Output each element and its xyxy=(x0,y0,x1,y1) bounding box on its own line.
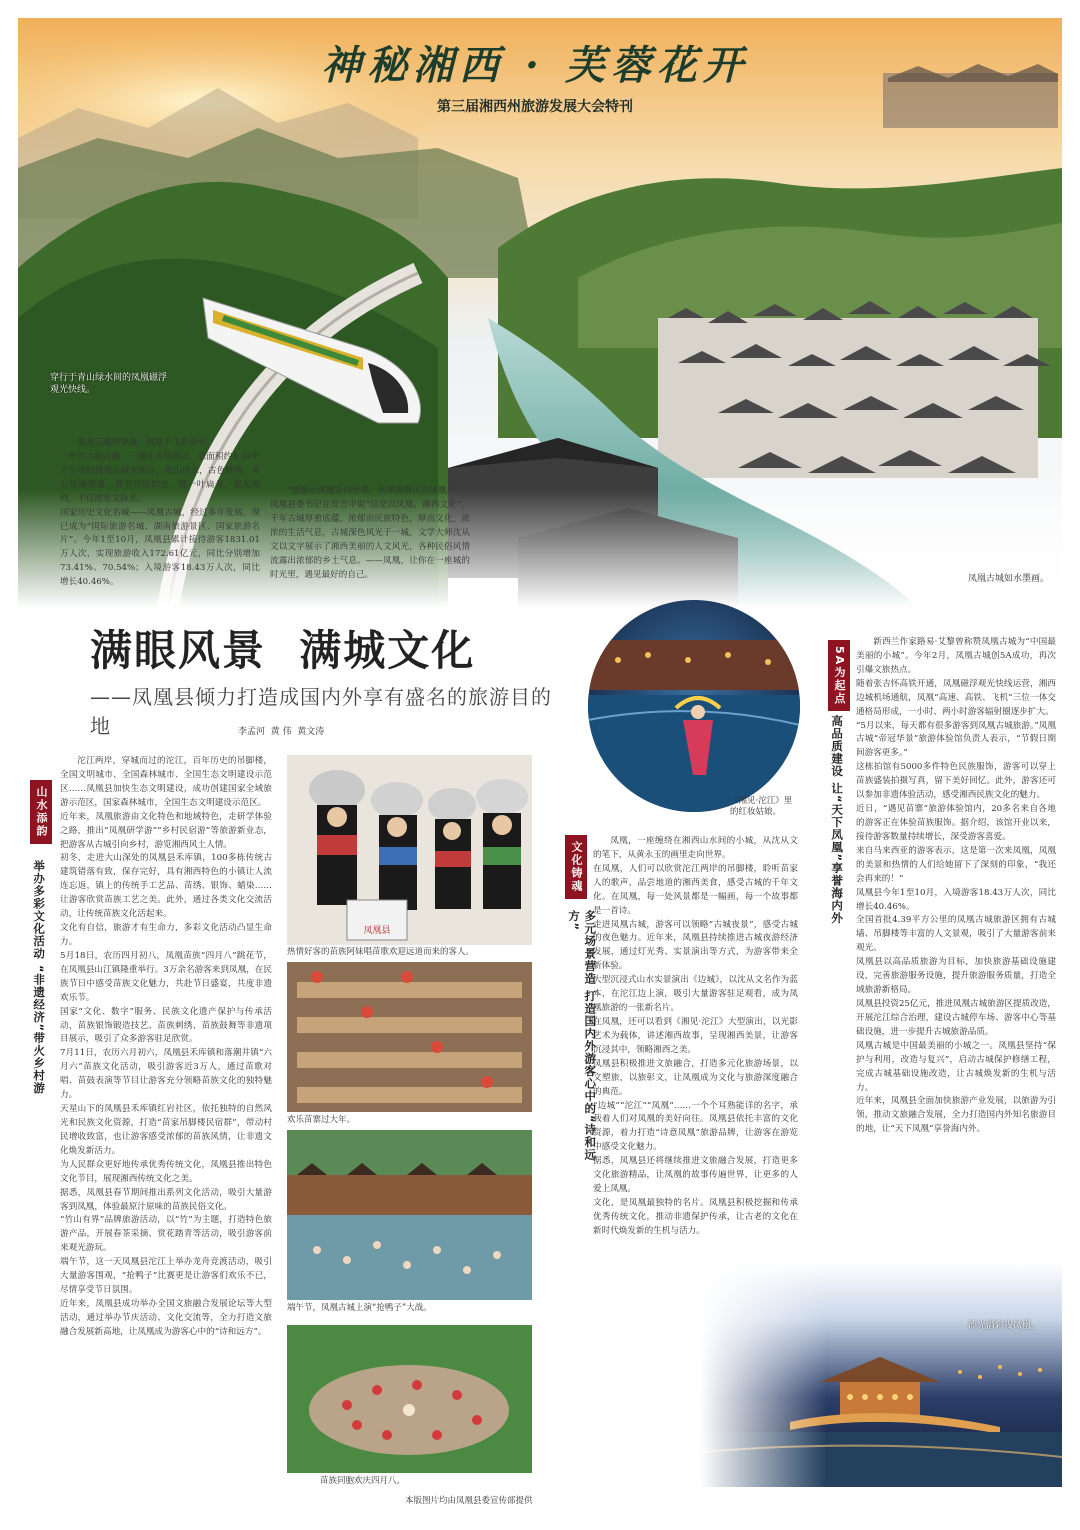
night-circle-photo xyxy=(588,600,800,812)
sign-label: 凤凰县 xyxy=(363,926,391,936)
section-subhead-left: 举办多彩文化活动 “非遗经济”带火乡村游 xyxy=(32,860,47,1095)
calligraphy-title: 神秘湘西 · 芙蓉花开 xyxy=(321,42,749,89)
section-text-middle: 凤凰，一座缠绕在湘西山水间的小城，从沈从文的笔下，从黄永玉的画里走向世界。 在凤凰，人们可以欣赏沱江两岸的吊脚楼，聆听苗家人的歌声，品尝地道的湘西美食，感受古城的千年文化。在凤凰，每一处风景都是一幅画，每一个故事都是一首诗。 走进凤凰古城，游客可以领略“古城夜景”，感受古城的夜色魅力。近年来，凤凰县持续推进古城夜游经济发展，通过灯光秀、实景演出等方式，为游客带来全新体验。 大型沉浸式山水实景演出《边城》，以沈从文名作为蓝本，在沱江边上演，吸引大量游客驻足观看，成为凤凰旅游的一张新名片。 在凤凰，还可以看到《湘见·沱江》大型演出，以光影艺术为载体，讲述湘西故事，呈现湘西美景，让游客沉浸其中，领略湘西之美。 凤凰县积极推进文旅融合，打造多元化旅游场景，以文塑旅，以旅彰文，让凤凰成为文化与旅游深度融合的典范。 “边城”“沱江”“凤凰”……一个个耳熟能详的名字，承载着人们对凤凰的美好向往。凤凰县依托丰富的文化资源，着力打造“诗意凤凰”旅游品牌，让游客在游览中感受文化魅力。 据悉，凤凰县还将继续推进文旅融合发展，打造更多文化旅游精品，让凤凰的故事传遍世界，让更多的人爱上凤凰。 文化，是凤凰最独特的名片。凤凰县积极挖掘和传承优秀传统文化，推动非遗保护传承，让古老的文化在新时代焕发新的生机与活力。 xyxy=(593,836,798,1236)
caption-bridge-night: 流光溢彩夜凤凰。 xyxy=(968,1321,1041,1331)
caption-night-circle: 《湘见·沱江》里的红妆姑娘。 xyxy=(730,796,793,818)
section-badge-right: 5A为起点 xyxy=(828,640,850,711)
caption-town: 凤凰古城如水墨画。 xyxy=(968,574,1050,584)
section-text-right: 新西兰作家路易·艾黎曾称赞凤凰古城为“中国最美丽的小城”。今年2月，凤凰古城创5A成功，再次引爆文旅热点。 随着张吉怀高铁开通，凤凰磁浮观光快线运营，湘西边城机场通航，凤凰“高速、高铁、飞机”三位一体交通格局形成，一小时、两小时游客辐射圈逐步扩大。 “5月以来，每天都有很多游客到凤凰古城旅游。”凤凰古城“帝冠华景”旅游体验馆负责人表示，“节假日期间游客更多。” 这栋拍馆有5000多件特色民族服饰，游客可以穿上苗族盛装拍摄写真，留下美好回忆。此外，游客还可以参加非遗体验活动，感受湘西民族文化的魅力。 近日，“遇见苗寨”旅游体验馆内，20多名来自各地的游客正在体验苗族服饰。据介绍，该馆开业以来，接待游客数量持续增长，深受游客喜爱。 来自马来西亚的游客表示，这是第一次来凤凰，凤凰的美景和热情的人们给她留下了深刻的印象，“我还会再来的！” 凤凰县今年1至10月，入境游客18.43万人次，同比增长40.46%。 全国首批4.39平方公里的凤凰古城旅游区拥有古城墙、吊脚楼等丰富的人文景观，吸引了大量游客前来观光。 凤凰县以高品质旅游为目标，加快旅游基础设施建设，完善旅游服务设施，提升旅游服务质量，打造全域旅游新格局。 凤凰县投资25亿元，推进凤凰古城旅游区提质改造，开展沱江综合治理，建设古城停车场、游客中心等基础设施，进一步提升古城旅游品质。 凤凰古城是中国最美丽的小城之一。凤凰县坚持“保护与利用，改造与复兴”，启动古城保护修缮工程，完成古城基础设施改造，让古城焕发新的生机与活力。 近年来，凤凰县全面加快旅游产业发展，以旅游为引领，推动文旅融合发展，全力打造国内外知名旅游目的地，让“天下凤凰”享誉海内外。 xyxy=(856,637,1056,1135)
caption-train: 穿行于青山绿水间的凤凰磁浮观光快线。 xyxy=(50,373,168,396)
feature-byline: 李孟河 黄 伟 黄文涛 xyxy=(238,727,325,737)
caption-banquet: 欢乐苗寨过大年。 xyxy=(287,1115,356,1125)
intro-column-1: 墨画云湘浮翠黛，凤凰千飞彩幸光。 一些有古韵古城，一湘江水悠悠过。总面积约4.39平方公里的凤凰古城老街区，依山傍水，古色鲜艳，青石板铺街道，观者赏佳的史，撑一叶扁舟，观光湘西，不仅浓是文脉美。 国家历史文化名城——凤凰古城，经过多年发展，现已成为“国际旅游名城、湖南旅游景区、国家旅游名片”。今年1至10月，凤凰县累计接待游客1831.01万人次，实现旅游收入172.61亿元，同比分别增加73.41%、70.54%；入境游客18.43万人次，同比增长40.46%。 xyxy=(60,438,260,587)
dragonboat-photo xyxy=(287,1130,532,1300)
feature-deck: ——凤凰县倾力打造成国内外享有盛名的旅游目的地 xyxy=(90,685,552,738)
feature-headline: 满眼风景 满城文化 xyxy=(90,626,476,675)
intro-column-2: “旅游让凤凰走向世界，世界凤凰认识凤凰。” 凤凰县委书记在发言中说“这是以凤凰、湘西文化”，千年古城厚重底蕴，浓郁而民族特色，厚而文化，浓浓的生活气息，古城深色风光于一城，文学大师沈从文以文字展示了湘西美丽的人文风光，各种民俗风情流露出浓郁的乡土气息。——凤凰，让你在一座城的时光里，遇见最好的自己。 xyxy=(270,486,470,580)
night-bridge-photo xyxy=(700,1262,1062,1487)
section-subhead-middle: 多元场景营造 打造国内外游客心中的“诗和远方” xyxy=(567,910,598,1162)
masthead xyxy=(300,40,770,130)
caption-miao: 热情好客的苗族阿妹唱苗歌欢迎远道而来的客人。 xyxy=(287,947,475,957)
caption-dance: 苗族同胞欢庆四月八。 xyxy=(320,1476,406,1486)
caption-dragonboat: 端午节，凤凰古城上演“抢鸭子”大战。 xyxy=(287,1303,432,1313)
banquet-photo xyxy=(287,962,532,1112)
masthead-subtitle: 第三届湘西州旅游发展大会特刊 xyxy=(437,99,633,115)
section-text-left: 沱江两岸，穿城而过的沱江，百年历史的吊脚楼，全国文明城市、全国森林城市、全国生态文明建设示范区……凤凰县加快生态文明建设，成功创建国家全域旅游示范区，国家森林城市，全国生态文明建设示范区。 近年来，凤凰旅游由文化特色和地域特色，走研学体验之路，推出“凤凰研学游”“乡村民宿游”等旅游新业态，把游客从古城引向乡村，游览湘西风土人情。 初冬，走进大山深处的凤凰县禾库镇，100多栋传统古建筑错落有致，保存完好，具有湘西特色的小镇让人流连忘返，镇上的传统手工艺品、苗绣、银饰、蜡染……让游客欣赏苗族工艺之美。此外，通过各类文化交流活动，让传统苗族文化活起来。 文化有自信，旅游才有生命力，多彩文化活动凸显生命力。 5月18日，农历四月初八，凤凰苗族“四月八”跳花节，在凤凰县山江镇隆重举行。3万余名游客来到凤凰，在民族节日中感受苗族文化魅力，共赴节日盛宴，共度非遗欢乐节。 国家“文化、数字”服务、民族文化遗产保护与传承活动，苗族银饰锻造技艺、苗族刺绣、苗族鼓舞等非遗项目展示，吸引了众多游客驻足欣赏。 7月11日，农历六月初六，凤凰县禾库镇和落潮井镇“六月六”苗族文化活动，吸引游客近3万人，通过苗歌对唱、苗鼓表演等节目让游客充分领略苗族文化的独特魅力。 天星山下的凤凰县禾库镇红岩社区，依托独特的自然风光和民族文化资源，打造“苗家吊脚楼民宿群”，带动村民增收致富，也让游客感受浓郁的苗族风情，让非遗文化焕发新活力。 为人民群众更好地传承优秀传统文化，凤凰县推出特色文化节目，展现湘西传统文化之美。 据悉，凤凰县春节期间推出系列文化活动，吸引大量游客到凤凰，体验最原汁原味的苗族民俗文化。 “竹山有界”品牌旅游活动，以“竹”为主题，打造特色旅游产品，开展春茶采摘、赏花踏青等活动，吸引游客前来观光游玩。 端午节，这一天凤凰县沱江上举办龙舟竞渡活动，吸引大量游客围观，“抢鸭子”比赛更是让游客们欢乐不已，尽情享受节日氛围。 近年来，凤凰县成功举办全国文旅融合发展论坛等大型活动，通过举办节庆活动、文化交流等，全力打造文旅融合发展新高地，让凤凰成为游客心中的“诗和远方”。 xyxy=(60,756,272,1337)
miao-women-photo xyxy=(287,755,532,945)
section-subhead-right: 高品质建设 让“天下凤凰”享誉海内外 xyxy=(830,715,845,925)
section-badge-middle: 文化铸魂 xyxy=(565,835,587,899)
photo-credit: 本版图片均由凤凰县委宣传部提供 xyxy=(405,1496,533,1506)
section-badge-left: 山水添韵 xyxy=(30,780,52,844)
dance-photo xyxy=(287,1325,532,1473)
